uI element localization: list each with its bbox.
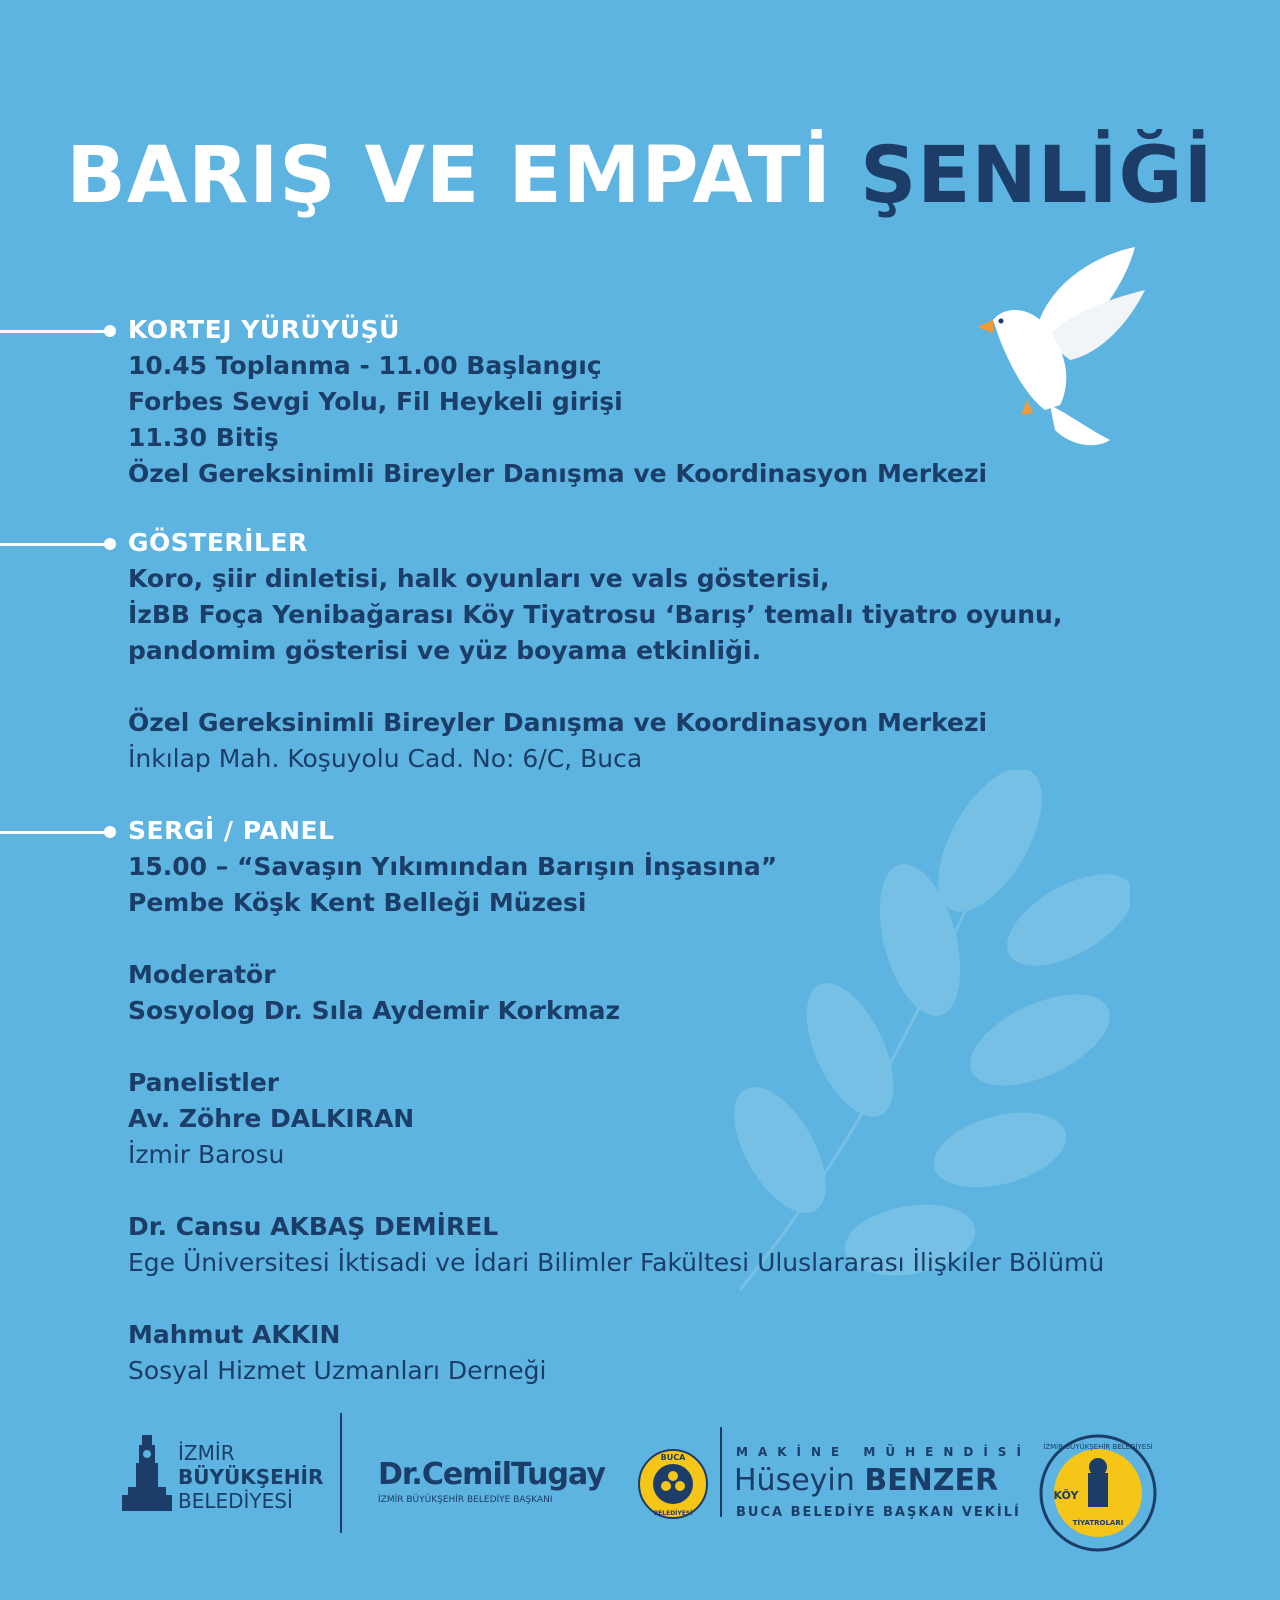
panelist-org: Sosyal Hizmet Uzmanları Derneği	[128, 1356, 547, 1385]
logo-divider	[340, 1413, 342, 1533]
gosteriler-section	[128, 525, 1062, 777]
huseyin-last: BENZER	[864, 1463, 999, 1498]
sergi-line-1: 15.00 – “Savaşın Yıkımından Barışın İnşasına”	[128, 852, 778, 881]
title-part-dark: ŞENLİĞİ	[860, 131, 1214, 221]
gosteriler-address: İnkılap Mah. Koşuyolu Cad. No: 6/C, Buca	[128, 744, 643, 773]
izmir-line-2: BÜYÜKŞEHİR	[178, 1465, 324, 1489]
izmir-line-3: BELEDİYESİ	[178, 1489, 293, 1513]
logo-divider	[720, 1427, 722, 1517]
panelists-label: Panelistler	[128, 1068, 280, 1097]
buca-bottom-text: BELEDİYESİ	[653, 1510, 693, 1517]
sergi-line	[0, 831, 108, 834]
makine-text: MAKİNE MÜHENDİSİ	[736, 1445, 1031, 1459]
panelist-name: Mahmut AKKIN	[128, 1320, 341, 1349]
sergi-line-2: Pembe Köşk Kent Belleği Müzesi	[128, 888, 587, 917]
kortej-line-2: Forbes Sevgi Yolu, Fil Heykeli girişi	[128, 387, 623, 416]
gosteriler-venue: Özel Gereksinimli Bireyler Danışma ve Koordinasyon Merkezi	[128, 708, 988, 737]
sergi-heading: SERGİ / PANEL	[128, 816, 335, 845]
koy-bottom-text: TİYATROLARI	[1072, 1519, 1124, 1527]
title-part-white: BARIŞ VE EMPATİ	[66, 131, 832, 221]
gosteriler-heading: GÖSTERİLER	[128, 528, 308, 557]
cemil-tugay-subtitle: İZMİR BÜYÜKŞEHİR BELEDİYE BAŞKANI	[378, 1495, 553, 1505]
panelist-org: İzmir Barosu	[128, 1140, 285, 1169]
huseyin-first: Hüseyin	[734, 1463, 855, 1498]
kortej-line-4: Özel Gereksinimli Bireyler Danışma ve Koordinasyon Merkezi	[128, 459, 988, 488]
sergi-dot	[104, 826, 116, 838]
izmir-line-1: İZMİR	[178, 1441, 235, 1465]
kortej-heading: KORTEJ YÜRÜYÜŞÜ	[128, 315, 400, 344]
panelist-name: Av. Zöhre DALKIRAN	[128, 1104, 415, 1133]
panelist-name: Dr. Cansu AKBAŞ DEMİREL	[128, 1212, 499, 1241]
kortej-section	[128, 312, 987, 492]
vekil-text: BUCA BELEDİYE BAŞKAN VEKİLİ	[736, 1505, 1021, 1520]
buca-top-text: BUCA	[660, 1453, 686, 1462]
dove-icon	[975, 245, 1155, 455]
huseyin-benzer-logo	[734, 1463, 998, 1498]
sponsor-logos	[0, 1405, 1280, 1535]
gosteriler-line-1: Koro, şiir dinletisi, halk oyunları ve vals gösterisi,	[128, 564, 830, 593]
buca-belediyesi-logo	[638, 1449, 708, 1519]
kortej-line-3: 11.30 Bitiş	[128, 423, 279, 452]
gosteriler-line-3: pandomim gösterisi ve yüz boyama etkinliği.	[128, 636, 762, 665]
koy-left-text: KÖY	[1053, 1489, 1079, 1502]
moderator-name: Sosyolog Dr. Sıla Aydemir Korkmaz	[128, 996, 621, 1025]
gosteriler-line-2: İzBB Foça Yenibağarası Köy Tiyatrosu ‘Barış’ temalı tiyatro oyunu,	[128, 600, 1063, 629]
page-title	[0, 128, 1280, 224]
sergi-section	[128, 813, 1104, 1389]
kortej-dot	[104, 325, 116, 337]
gosteriler-line	[0, 543, 108, 546]
cemil-tugay-logo: Dr.CemilTugay	[378, 1457, 605, 1492]
koy-tiyatrolari-logo	[1038, 1433, 1158, 1553]
kortej-line-1: 10.45 Toplanma - 11.00 Başlangıç	[128, 351, 602, 380]
kortej-line	[0, 330, 108, 333]
izmir-logo-text	[178, 1441, 323, 1513]
gosteriler-dot	[104, 538, 116, 550]
koy-top-text: İZMİR BÜYÜKŞEHİR BELEDİYESİ	[1043, 1443, 1153, 1451]
clock-tower-icon	[122, 1433, 172, 1513]
moderator-label: Moderatör	[128, 960, 276, 989]
panelist-org: Ege Üniversitesi İktisadi ve İdari Bilimler Fakültesi Uluslararası İlişkiler Bölümü	[128, 1248, 1105, 1277]
